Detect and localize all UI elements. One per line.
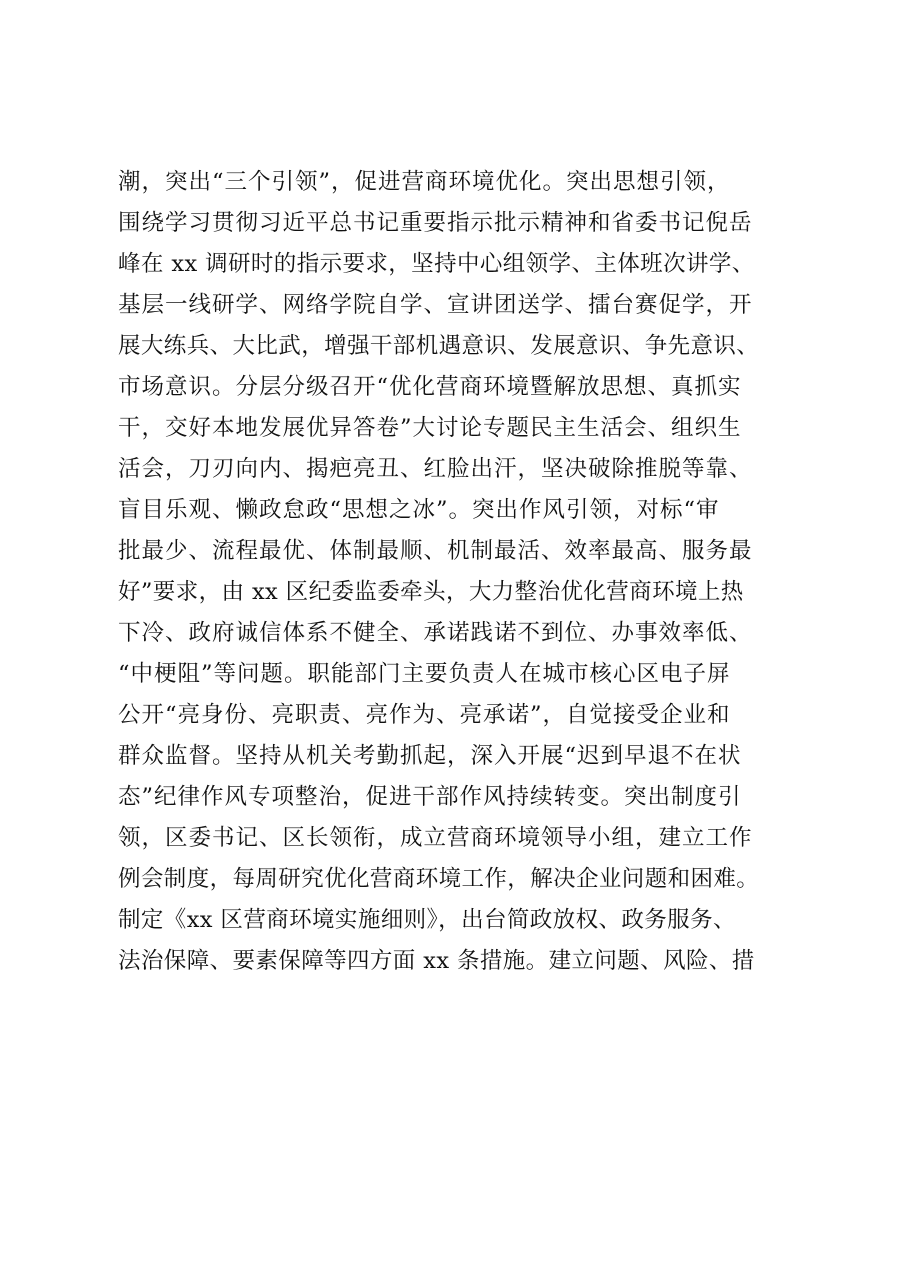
text-line-15: 群众监督。坚持从机关考勤抓起，深入开展“迟到早退不在状 [118, 743, 742, 769]
text-line-19: 制定《xx 区营商环境实施细则》，出台简政放权、政务服务、 [118, 907, 736, 933]
text-line-3: 峰在 xx 调研时的指示要求，坚持中心组领学、主体班次讲学、 [118, 251, 755, 277]
text-line-18: 例会制度，每周研究优化营商环境工作，解决企业问题和困难。 [118, 866, 760, 892]
text-line-1: 潮，突出“三个引领”，促进营商环境优化。突出思想引领， [118, 169, 731, 195]
text-line-13: “中梗阻”等问题。职能部门主要负责人在城市核心区电子屏 [118, 661, 731, 687]
text-line-17: 领，区委书记、区长领衔，成立营商环境领导小组，建立工作 [118, 825, 753, 851]
text-line-4: 基层一线研学、网络学院自学、宣讲团送学、擂台赛促学，开 [118, 292, 753, 318]
text-line-9: 盲目乐观、懒政怠政“思想之冰”。突出作风引领，对标“审 [118, 497, 720, 523]
text-line-14: 公开“亮身份、亮职责、亮作为、亮承诺”，自觉接受企业和 [118, 702, 731, 728]
text-line-5: 展大练兵、大比武，增强干部机遇意识、发展意识、争先意识、 [118, 333, 760, 359]
text-line-8: 活会，刀刃向内、揭疤亮丑、红脸出汗，坚决破除推脱等靠、 [118, 456, 753, 482]
text-line-16: 态”纪律作风专项整治，促进干部作风持续转变。突出制度引 [118, 784, 742, 810]
body-text [118, 162, 808, 982]
text-line-20: 法治保障、要素保障等四方面 xx 条措施。建立问题、风险、措 [118, 948, 755, 974]
text-line-2: 围绕学习贯彻习近平总书记重要指示批示精神和省委书记倪岳 [118, 210, 753, 236]
text-line-11: 好”要求，由 xx 区纪委监委牵头，大力整治优化营商环境上热 [118, 579, 744, 605]
text-line-7: 干，交好本地发展优异答卷”大讨论专题民主生活会、组织生 [118, 415, 742, 441]
text-line-10: 批最少、流程最优、体制最顺、机制最活、效率最高、服务最 [118, 538, 753, 564]
text-line-6: 市场意识。分层分级召开“优化营商环境暨解放思想、真抓实 [118, 374, 742, 400]
text-line-12: 下冷、政府诚信体系不健全、承诺践诺不到位、办事效率低、 [118, 620, 753, 646]
